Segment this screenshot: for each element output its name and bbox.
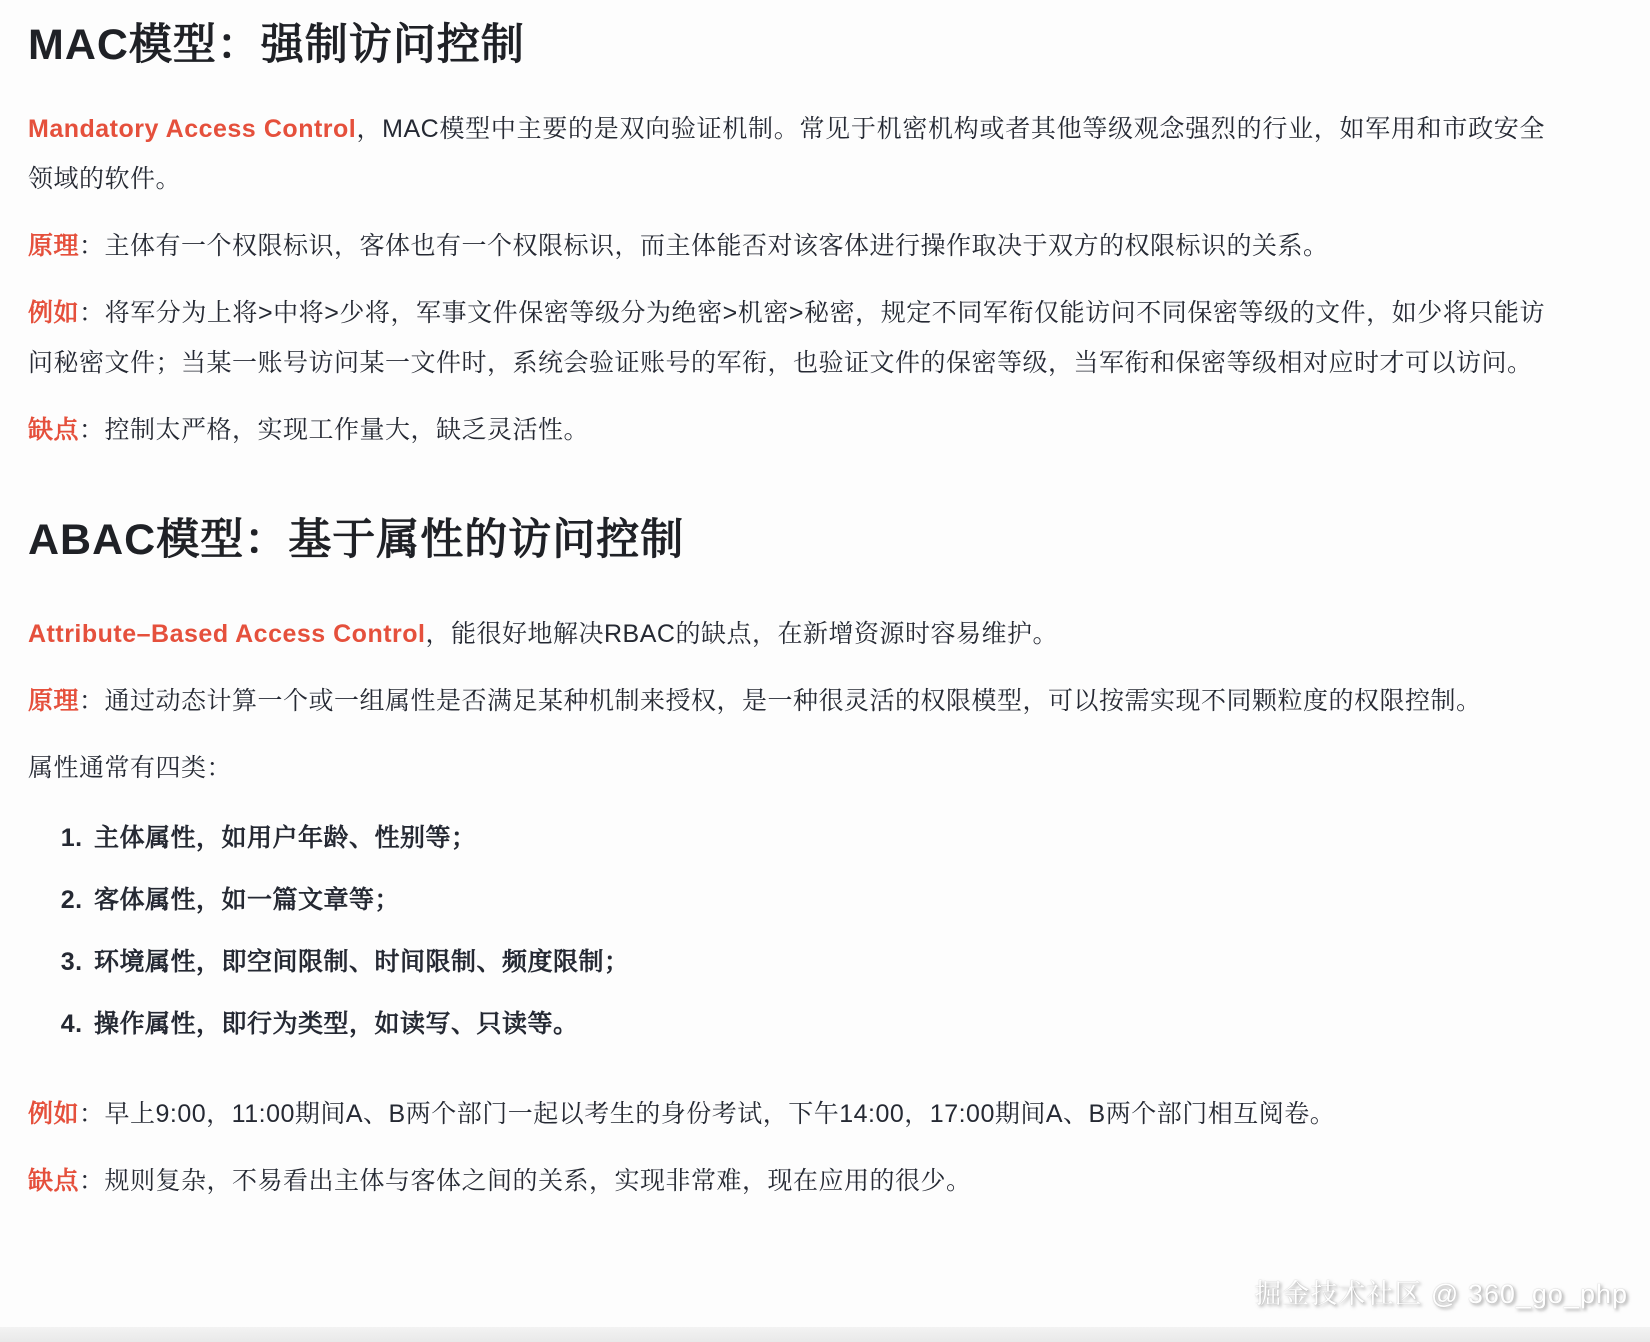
mac-section-heading: MAC模型：强制访问控制: [28, 21, 525, 69]
mac-principle-label: 原理: [28, 232, 80, 261]
attribute-list-item-object: 2. 客体属性，如一篇文章等；: [90, 875, 1545, 925]
mac-principle-text: ：主体有一个权限标识，客体也有一个权限标识，而主体能否对该客体进行操作取决于双方的权限标识的关系。: [79, 232, 1329, 261]
attribute-list-item-subject: 1. 主体属性，如用户年龄、性别等；: [90, 813, 1545, 863]
abac-attrs-intro-paragraph: 属性通常有四类：: [28, 754, 233, 783]
abac-drawback-paragraph: [28, 1156, 1545, 1206]
abac-intro-text: ，能很好地解决RBAC的缺点，在新增资源时容易维护。: [425, 620, 1058, 649]
abac-intro-paragraph: [28, 609, 1545, 659]
mac-intro-text: ，MAC模型中主要的是双向验证机制。常见于机密机构或者其他等级观念强烈的行业，如军用和市政安全领域的软件。: [28, 115, 1546, 194]
mac-example-label: 例如: [28, 299, 80, 328]
mac-intro-paragraph: [28, 104, 1545, 204]
attribute-type-list: [28, 813, 1545, 1049]
mac-drawback-text: ：控制太严格，实现工作量大，缺乏灵活性。: [79, 416, 590, 445]
attribute-list-item-operation: 4. 操作属性，即行为类型，如读写、只读等。: [90, 999, 1545, 1049]
mac-intro-lead: Mandatory Access Control: [28, 115, 357, 144]
mac-drawback-paragraph: [28, 405, 1545, 455]
watermark: 掘金技术社区 @ 360_go_php: [1254, 1279, 1628, 1309]
abac-example-paragraph: [28, 1089, 1545, 1139]
abac-drawback-label: 缺点: [28, 1167, 80, 1196]
abac-principle-text: ：通过动态计算一个或一组属性是否满足某种机制来授权，是一种很灵活的权限模型，可以按需实现不同颗粒度的权限控制。: [79, 687, 1482, 716]
mac-drawback-label: 缺点: [28, 416, 80, 445]
abac-example-text: ：早上9:00，11:00期间A、B两个部门一起以考生的身份考试，下午14:00，17:00期间A、B两个部门相互阅卷。: [79, 1100, 1336, 1129]
abac-principle-label: 原理: [28, 687, 80, 716]
mac-example-text: ：将军分为上将>中将>少将，军事文件保密等级分为绝密>机密>秘密，规定不同军衔仅能访问不同保密等级的文件，如少将只能访问秘密文件；当某一账号访问某一文件时，系统会验证账号的军衔，也验证文件的保密等级，当军衔和保密等级相对应时才可以访问。: [28, 299, 1545, 378]
bottom-edge-strip: [0, 1327, 1650, 1342]
abac-example-label: 例如: [28, 1100, 80, 1129]
abac-section-heading: ABAC模型：基于属性的访问控制: [28, 516, 685, 565]
mac-example-paragraph: [28, 288, 1545, 388]
abac-principle-paragraph: [28, 676, 1545, 726]
mac-principle-paragraph: [28, 221, 1545, 271]
attribute-list-item-environment: 3. 环境属性，即空间限制、时间限制、频度限制；: [90, 937, 1545, 987]
abac-drawback-text: ：规则复杂，不易看出主体与客体之间的关系，实现非常难，现在应用的很少。: [79, 1167, 972, 1196]
abac-intro-lead: Attribute–Based Access Control: [28, 620, 426, 649]
